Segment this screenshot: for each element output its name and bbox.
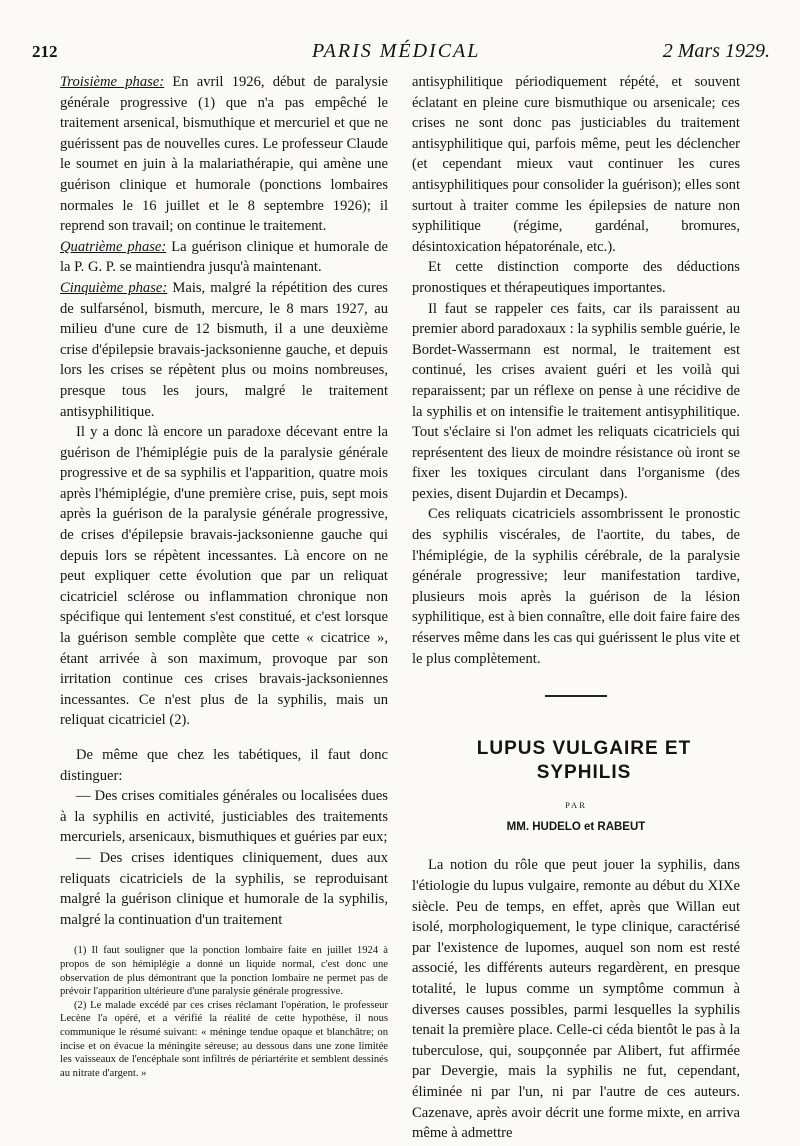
article-title-line-1: LUPUS VULGAIRE ET xyxy=(476,738,692,760)
paragraph-phase-4 xyxy=(60,237,388,278)
paragraph-phase-5 xyxy=(60,278,388,422)
phase-5-text: Mais, malgré la répétition des cures de sulfarsénol, bismuth, mercure, le 8 mars 1927, au milieu d'une cure de 12 bismuth, il a une deuxième crise d'épilepsie bravais-jacksonienne gauche, et depuis lors les crises se répètent plus ou moins nombreuses, presque tous les jours, malgré le traitement antisyphilitique. xyxy=(60,279,388,420)
issue-date: 2 Mars 1929. xyxy=(662,40,770,62)
list-item-scar-crises: — Des crises identiques cliniquement, dues aux reliquats cicatriciels de la syphilis, se reproduisant malgré la guérison clinique et humorale de la syphilis, malgré la continuation d'un traitement xyxy=(60,849,388,928)
paragraph-tabetic: De même que chez les tabétiques, il faut donc distinguer: xyxy=(60,747,388,784)
paragraph-reliquats: Ces reliquats cicatriciels assombrissent le pronostic des syphilis viscérales, de l'aortite, du tabes, de l'hémiplégie, de la syphilis cérébrale, de la paralysie générale progressive; leur manifestation tardive, plusieurs mois après la guérison de la lésion syphilitique, est à bien connaître, elle doit faire faire des réserves même dans les cas qui guérissent le plus vite et le plus complètement. xyxy=(412,506,740,667)
footnote-2: (2) Le malade excédé par ces crises réclamant l'opération, le professeur Lecène l'a opéré, et a vérifié la réalité de cette hypothèse, il nous communique le résumé suivant: « méninge tendue opaque et blanchâtre; on incise et on évacue la méningite séreuse; au dessous dans une zone limitée les vaisseaux de l'encéphale sont infiltrés de périartérite et semblent dessinés au nitrate d'argent. » xyxy=(60,999,388,1079)
page-header xyxy=(32,36,770,66)
phase-3-label: Troisième phase: xyxy=(60,74,165,90)
journal-title: PARIS MÉDICAL xyxy=(312,40,481,62)
phase-4-text: La guérison clinique et humorale de la P. G. P. se maintiendra jusqu'à maintenant. xyxy=(60,238,388,276)
article-by: PAR xyxy=(565,800,587,811)
paragraph-continuation: antisyphilitique périodiquement répété, et souvent éclatant en pleine cure bismuthique ou arsenicale; ces crises ne sont donc pas justiciables du traitement antisyphilitique qui, parfois même, peut les déclencher (et cependant mieux vaut continuer les cures antisyphilitiques pour consolider la guérison); elles sont surtout à traiter comme les épilepsies de nature non syphilitique (régime, gardénal, bromures, désintoxication hépatorénale, etc.). xyxy=(412,74,740,255)
phase-3-text: En avril 1926, début de paralysie générale progressive (1) que n'a pas empêché le traitement arsenical, bismuthique et mercuriel et que ne guérissent pas de nouvelles cures. Le professeur Claude le soumet en juin à la malariathérapie, qui amène une guérison clinique et humorale (ponctions lombaires normales le 16 juillet et le 8 septembre 1926); il reprend son travail; on continue le traitement. xyxy=(60,74,388,235)
article-title-line-2: SYPHILIS xyxy=(536,762,632,784)
phase-4-label: Quatrième phase: xyxy=(60,238,167,255)
paragraph-lupus-intro: La notion du rôle que peut jouer la syphilis, dans l'étiologie du lupus vulgaire, remonte au début du XIXe siècle. Peu de temps, en effet, après que Willan eut isolé, morphologiquement, le type clinique, caractérisé par l'existence de lupomes, auquel son nom est resté associé, les différents auteurs regardèrent, en presque totalité, le lupus comme un symptôme commun à diverses causes possibles, parmi lesquelles la syphilis tenait la première place. Celle-ci céda bientôt le pas à la tuberculose, qui, soupçonnée par Alibert, fut affirmée par Devergie, mais la syphilis ne fut, cependant, éliminée ni par l'un, ni par l'autre de ces auteurs. Cazenave, après avoir décrit une forme mixte, en arriva même à admettre xyxy=(412,857,740,1142)
paragraph-paradox: Il y a donc là encore un paradoxe décevant entre la guérison de l'hémiplégie puis de la paralysie générale progressive et de sa syphilis et l'apparition, quatre mois après l'hémiplégie, d'une première crise, puis, sept mois après la guérison de la paralysie générale progressive, de crises d'épilepsie bravais-jacksonienne gauche qui depuis lors se répètent incessantes. Là encore on ne peut expliquer cette évolution que par un reliquat cicatriciel sclérose ou inflammation chronique non spécifique qui lentement s'est constitué, et c'est lorsque la guérison semble complète que cette « cicatrice », étant arrivée à son maximum, provoque par son irritation continue ces crises bravais-jacksoniennes incessantes. Ce n'est plus de la syphilis, mais un reliquat cicatriciel (2). xyxy=(60,424,388,729)
page-number: 212 xyxy=(32,42,58,61)
footnote-1: (1) Il faut souligner que la ponction lombaire faite en juillet 1924 à propos de son hémiplégie a donné un liquide normal, c'est donc une observation de plus démontrant que la ponction lombaire ne permet pas de prévoir l'apparition ultérieure d'une paralysie générale progressive. xyxy=(60,945,388,998)
phase-5-label: Cinquième phase: xyxy=(60,279,168,296)
section-divider xyxy=(545,695,607,697)
paragraph-rappeler: Il faut se rappeler ces faits, car ils paraissent au premier abord paradoxaux : la syphilis semble guérie, le Bordet-Wassermann est normal, le traitement est continué, les crises avaient guéri et les voilà qui reparaissent; par un réflexe on pense à une récidive de la syphilis et on intensifie le traitement antisyphilitique. Tout s'éclaire si l'on admet les reliquats cicatriciels qui représentent des lieux de moindre résistance où iront se fixer les toxiques circulant dans l'organisme (des pexies, disent Dujardin et Decamps). xyxy=(412,300,740,502)
footnotes xyxy=(60,944,388,1080)
paragraph-phase-3 xyxy=(60,72,388,237)
paragraph-distinction: Et cette distinction comporte des déductions pronostiques et thérapeutiques importantes. xyxy=(412,259,740,296)
right-column xyxy=(412,72,740,1144)
article-authors: MM. HUDELO et RABEUT xyxy=(506,820,646,833)
list-item-active-syphilis-crises: — Des crises comitiales générales ou localisées dues à la syphilis en activité, justiciables des traitements mercuriels, arsenicaux, bismuthiques et guéries par eux; xyxy=(60,788,388,846)
left-column xyxy=(60,72,388,1080)
